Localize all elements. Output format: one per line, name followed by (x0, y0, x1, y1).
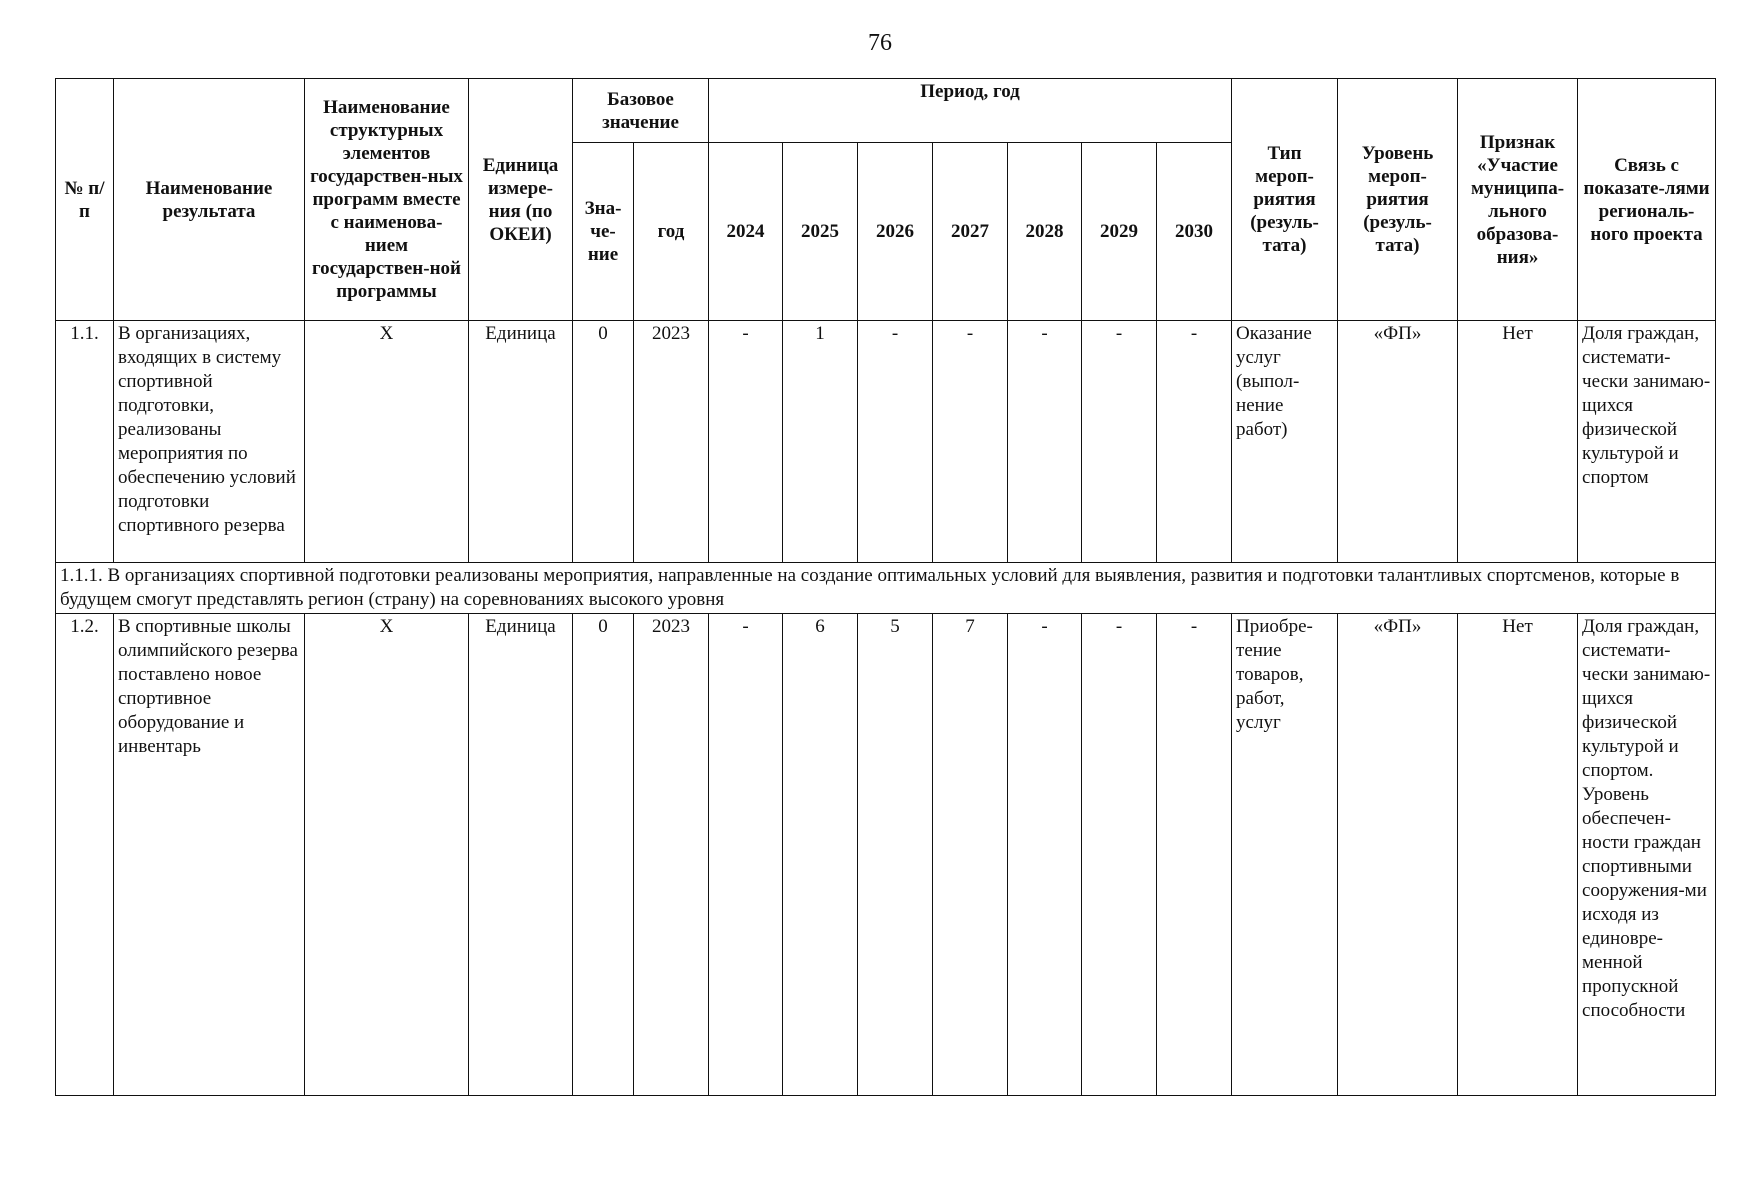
row-num: 1.2. (56, 614, 114, 1096)
row-link: Доля граждан, системати-чески занимаю-щихся физической культурой и спортом. Уровень обеспечен-ности граждан спортивными сооружения-ми исходя из единовре-менной пропускной способности (1578, 614, 1716, 1096)
header-year-2028: 2028 (1008, 143, 1082, 321)
page-number: 76 (868, 30, 892, 56)
header-year-2029: 2029 (1082, 143, 1157, 321)
header-municipal: Признак «Участие муниципа-льного образова-ния» (1458, 79, 1578, 321)
row-result-name: В спортивные школы олимпийского резерва поставлено новое спортивное оборудование и инвентарь (114, 614, 305, 1096)
row-event-level: «ФП» (1338, 614, 1458, 1096)
header-year-2025: 2025 (783, 143, 858, 321)
row-municipal: Нет (1458, 614, 1578, 1096)
row-event-type: Оказание услуг (выпол-нение работ) (1232, 321, 1338, 563)
row-structural: Х (305, 614, 469, 1096)
header-base-value-value: Зна-че-ние (573, 143, 634, 321)
table-row (56, 321, 1716, 563)
header-year-2030: 2030 (1157, 143, 1232, 321)
row-value-2028: - (1008, 321, 1082, 563)
row-base-value: 0 (573, 321, 634, 563)
header-year-2027: 2027 (933, 143, 1008, 321)
row-base-value: 0 (573, 614, 634, 1096)
row-value-2026: - (858, 321, 933, 563)
header-link: Связь с показате-лями региональ-ного проекта (1578, 79, 1716, 321)
row-num: 1.1. (56, 321, 114, 563)
header-event-type: Тип мероп-риятия (резуль-тата) (1232, 79, 1338, 321)
table-row (56, 614, 1716, 1096)
row-base-year: 2023 (634, 614, 709, 1096)
row-value-2028: - (1008, 614, 1082, 1096)
header-year-2026: 2026 (858, 143, 933, 321)
row-result-name: В организациях, входящих в систему спортивной подготовки, реализованы мероприятия по обеспечению условий подготовки спортивного резерва (114, 321, 305, 563)
header-period: Период, год (709, 79, 1232, 143)
row-value-2030: - (1157, 614, 1232, 1096)
row-value-2025: 1 (783, 321, 858, 563)
row-municipal: Нет (1458, 321, 1578, 563)
row-structural: Х (305, 321, 469, 563)
header-base-value-year: год (634, 143, 709, 321)
row-value-2027: 7 (933, 614, 1008, 1096)
header-unit: Единица измере-ния (по ОКЕИ) (469, 79, 573, 321)
row-link: Доля граждан, системати-чески занимаю-щихся физической культурой и спортом (1578, 321, 1716, 563)
row-value-2029: - (1082, 321, 1157, 563)
section-row-text: 1.1.1. В организациях спортивной подготовки реализованы мероприятия, направленные на создание оптимальных условий для выявления, развития и подготовки талантливых спортсменов, которые в будущем смогут представлять регион (страну) на соревнованиях высокого уровня (56, 563, 1716, 614)
row-value-2027: - (933, 321, 1008, 563)
row-value-2024: - (709, 614, 783, 1096)
row-value-2025: 6 (783, 614, 858, 1096)
row-unit: Единица (469, 614, 573, 1096)
header-structural-elements: Наименование структурных элементов государствен-ных программ вместе с наименова-нием государствен-ной программы (305, 79, 469, 321)
row-event-level: «ФП» (1338, 321, 1458, 563)
row-value-2030: - (1157, 321, 1232, 563)
section-row (56, 563, 1716, 614)
header-base-value: Базовое значение (573, 79, 709, 143)
row-event-type: Приобре-тение товаров, работ, услуг (1232, 614, 1338, 1096)
row-value-2026: 5 (858, 614, 933, 1096)
header-result-name: Наименование результата (114, 79, 305, 321)
row-value-2029: - (1082, 614, 1157, 1096)
results-table (55, 78, 1716, 1096)
row-unit: Единица (469, 321, 573, 563)
row-base-year: 2023 (634, 321, 709, 563)
row-value-2024: - (709, 321, 783, 563)
header-event-level: Уровень мероп-риятия (резуль-тата) (1338, 79, 1458, 321)
header-num: № п/п (56, 79, 114, 321)
header-year-2024: 2024 (709, 143, 783, 321)
